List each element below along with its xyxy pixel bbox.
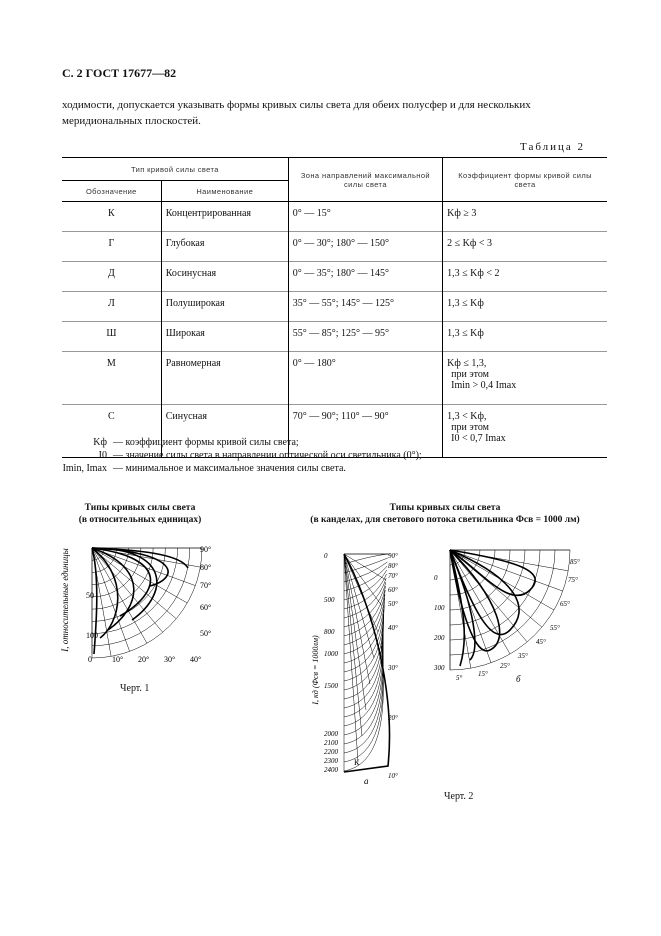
cell-designation: Ш	[106, 328, 117, 339]
legend-symbol: I0	[98, 450, 107, 461]
fig2-subtitle: (в канделах, для светового потока светильника Фсв = 1000 лм)	[310, 515, 580, 525]
fig2b-angle: 85°	[570, 558, 580, 566]
fig2b-angle: 25°	[500, 662, 510, 670]
cell-coef	[443, 232, 607, 262]
cell-name: Широкая	[161, 322, 288, 352]
cell-designation: Г	[108, 238, 115, 249]
cell-name: Косинусная	[161, 262, 288, 292]
fig2b-angle: 75°	[568, 576, 578, 584]
fig2a-tick: 1000	[324, 650, 338, 658]
fig1-angle: 40°	[190, 655, 202, 664]
fig1-title-line: Типы кривых силы света	[84, 503, 196, 513]
coef-line: 1,3 ≤ Kф	[447, 298, 484, 309]
cell-name: Полуширокая	[161, 292, 288, 322]
table-row	[62, 352, 607, 405]
cell-designation: К	[108, 208, 115, 219]
legend-item	[62, 437, 422, 450]
legend-symbol: Imin, Imax	[62, 463, 107, 474]
cell-designation: Л	[107, 298, 115, 309]
fig2a-angle: 40°	[388, 624, 398, 632]
fig2a-angle: 80°	[388, 562, 398, 570]
fig1-subtitle: (в относительных единицах)	[78, 515, 202, 525]
cell-zone: 0° — 15°	[288, 202, 442, 232]
light-curve-table	[62, 157, 607, 458]
grid-arc	[344, 638, 383, 753]
fig1-angle: 50°	[200, 629, 212, 638]
grid-ray	[344, 554, 358, 762]
fig2-ylabel: I, кд (Фсв = 1000лм)	[311, 635, 320, 705]
fig2a-tick: 2300	[324, 757, 338, 765]
fig2b-sublabel: б	[516, 674, 521, 684]
page-header: С. 2 ГОСТ 17677—82	[62, 66, 177, 80]
cell-zone: 55° — 85°; 125° — 95°	[288, 322, 442, 352]
cell-coef	[443, 262, 607, 292]
legend-symbol: Kф	[93, 437, 107, 448]
cell-coef	[443, 292, 607, 322]
col-designation-header: Обозначение	[85, 186, 137, 196]
fig2a-tick: 1500	[324, 682, 338, 690]
col-name-header: Наименование	[161, 181, 288, 202]
col-coef-header: Коэффициент формы кривой силы света	[443, 158, 607, 202]
cell-zone: 0° — 180°	[288, 352, 442, 405]
fig2b-angle: 65°	[560, 600, 570, 608]
cell-name: Синусная	[161, 405, 288, 458]
legend	[62, 437, 422, 476]
cell-name: Глубокая	[161, 232, 288, 262]
fig1-title	[60, 502, 220, 526]
fig1-angle: 60°	[200, 603, 212, 612]
curve-m	[92, 548, 157, 620]
grid-ray	[344, 554, 378, 632]
coef-line: Kф ≤ 1,3,	[447, 358, 487, 369]
fig2b-polar-chart	[420, 540, 600, 700]
col-zone-header: Зона направлений максимальной силы света	[288, 158, 442, 202]
coef-line: 1,3 < Kф,	[447, 411, 487, 422]
fig2b-angle: 5°	[456, 674, 463, 682]
fig1-polar-chart	[60, 538, 230, 668]
cell-coef	[443, 202, 607, 232]
fig2a-polar-chart	[300, 540, 410, 790]
fig1-angle: 80°	[200, 563, 212, 572]
fig2a-angle: 60°	[388, 586, 398, 594]
fig2b-tick: 300	[434, 664, 445, 672]
fig2b-tick: 0	[434, 574, 438, 582]
fig1-tick: 50	[86, 591, 94, 600]
fig1-ylabel: I, относительные единицы	[60, 548, 70, 652]
fig2-title-line: Типы кривых силы света	[389, 503, 501, 513]
coef-line: при этом	[451, 369, 489, 380]
table-row	[62, 322, 607, 352]
fig2a-angle: 50°	[388, 600, 398, 608]
grid-arc	[344, 610, 384, 690]
fig1-angle: 90°	[200, 545, 212, 554]
table-row	[62, 232, 607, 262]
grid-arc	[344, 554, 388, 564]
legend-item	[62, 450, 422, 463]
group-header: Тип кривой силы света	[62, 158, 288, 181]
cell-zone: 35° — 55°; 145° — 125°	[288, 292, 442, 322]
table-row	[62, 262, 607, 292]
cell-name: Равномерная	[161, 352, 288, 405]
coef-line: I0 < 0,7 Imax	[451, 433, 506, 444]
intro-paragraph: ходимости, допускается указывать формы кривых силы света для обеих полусфер и для нескольких меридиональных плоскостей.	[62, 99, 531, 127]
fig2a-tick: 2000	[324, 730, 338, 738]
cell-coef	[443, 322, 607, 352]
fig2b-tick: 100	[434, 604, 445, 612]
cell-zone: 70° — 90°; 110° — 90°	[288, 405, 442, 458]
cell-designation: С	[108, 411, 115, 422]
fig1-angle: 20°	[138, 655, 150, 664]
fig1-caption: Черт. 1	[120, 683, 150, 694]
legend-text: — минимальное и максимальное значения силы света.	[113, 463, 346, 474]
fig2a-tick: 2400	[324, 766, 338, 774]
fig2b-angle: 55°	[550, 624, 560, 632]
grid-arc	[344, 622, 383, 717]
table-caption: Таблица 2	[520, 141, 586, 153]
fig2a-tick: 2100	[324, 739, 338, 747]
cell-zone: 0° — 30°; 180° — 150°	[288, 232, 442, 262]
fig2a-tick: 800	[324, 628, 335, 636]
fig2b-tick: 200	[434, 634, 445, 642]
legend-item	[62, 463, 422, 476]
cell-coef	[443, 405, 607, 458]
fig2a-angle: 90°	[388, 552, 398, 560]
cell-coef	[443, 352, 607, 405]
fig2a-angle: 30°	[388, 664, 398, 672]
coef-line: 1,3 ≤ Kф < 2	[447, 268, 500, 279]
fig2-title	[280, 502, 610, 526]
cell-designation: Д	[107, 268, 115, 279]
fig2a-angle: 10°	[388, 772, 398, 780]
legend-text: — значение силы света в направлении оптической оси светильника (0°);	[113, 450, 422, 461]
fig1-angle: 70°	[200, 581, 212, 590]
fig2a-angle: 20°	[388, 714, 398, 722]
fig2a-sublabel: а	[364, 776, 369, 786]
coef-line: 2 ≤ Kф < 3	[447, 238, 492, 249]
fig1-angle: 30°	[164, 655, 176, 664]
fig2a-tick: 2200	[324, 748, 338, 756]
cell-zone: 0° — 35°; 180° — 145°	[288, 262, 442, 292]
fig2b-angle: 45°	[536, 638, 546, 646]
grid-ray	[344, 554, 370, 684]
coef-line: Kф ≥ 3	[447, 208, 477, 219]
fig2b-angle: 35°	[518, 652, 528, 660]
coef-line: Imin > 0,4 Imax	[451, 380, 517, 391]
fig1-angle: 10°	[112, 655, 124, 664]
grid-ray	[344, 554, 362, 736]
fig2-caption: Черт. 2	[444, 791, 474, 802]
coef-line: 1,3 ≤ Kф	[447, 328, 484, 339]
cell-designation: М	[106, 358, 116, 369]
cell-name: Концентрированная	[161, 202, 288, 232]
fig1-tick: 100	[86, 631, 98, 640]
coef-line: при этом	[451, 422, 489, 433]
legend-text: — коэффициент формы кривой силы света;	[113, 437, 299, 448]
fig2a-tick: 500	[324, 596, 335, 604]
grid-arc	[344, 642, 383, 762]
fig2a-tick: 0	[324, 552, 328, 560]
table-row	[62, 202, 607, 232]
fig2a-angle: 70°	[388, 572, 398, 580]
table-row	[62, 292, 607, 322]
fig2b-angle: 15°	[478, 670, 488, 678]
fig2a-curve-label: К	[354, 758, 360, 767]
fig1-angle: 0	[88, 655, 92, 664]
